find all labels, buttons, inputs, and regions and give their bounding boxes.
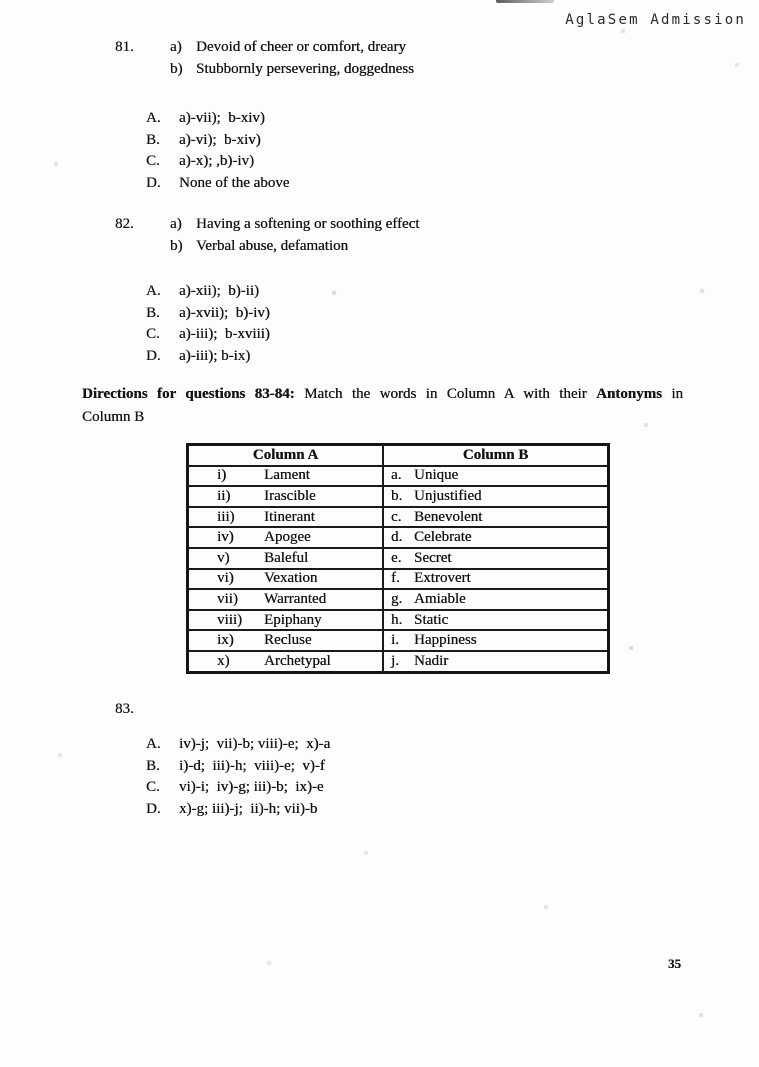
option-letter: B.	[146, 304, 160, 321]
option-text: a)-x); ,b)-iv)	[179, 153, 254, 170]
part-label: a)	[170, 216, 182, 232]
row-numeral: viii)	[217, 611, 242, 628]
option-text: x)-g; iii)-j; ii)-h; vii)-b	[179, 800, 318, 817]
row-letter: e.	[391, 549, 402, 566]
option-row	[146, 777, 330, 799]
row-numeral: i)	[217, 467, 227, 484]
scan-noise	[0, 0, 2, 2]
directions-tail: in	[661, 386, 684, 402]
option-letter: C.	[146, 779, 160, 796]
row-letter: d.	[391, 529, 403, 546]
row-match: Benevolent	[414, 508, 483, 525]
row-word: Lament	[264, 467, 310, 484]
option-text: a)-xvii); b)-iv)	[179, 304, 270, 321]
part-label: b)	[170, 61, 183, 77]
table-row	[188, 466, 609, 487]
option-letter: A.	[146, 110, 161, 126]
row-numeral: ix)	[217, 632, 234, 649]
row-match: Amiable	[414, 590, 466, 607]
row-match: Unjustified	[414, 487, 482, 504]
directions-bold-lead: Directions for questions 83-84:	[82, 386, 295, 402]
option-text: a)-vii); b-xiv)	[179, 110, 265, 126]
question-part	[170, 36, 414, 58]
question-part	[170, 213, 419, 235]
row-letter: f.	[391, 570, 400, 587]
row-letter: a.	[391, 467, 402, 484]
option-text: a)-iii); b-ix)	[179, 347, 251, 364]
option-text: a)-xii); b)-ii)	[179, 283, 259, 299]
row-match: Secret	[414, 549, 452, 566]
option-letter: D.	[146, 347, 161, 364]
row-letter: c.	[391, 508, 402, 525]
question-81	[115, 36, 414, 80]
table-row	[188, 610, 609, 631]
question-parts	[170, 36, 414, 80]
row-letter: j.	[391, 652, 399, 669]
row-word: Archetypal	[264, 652, 331, 669]
part-label: b)	[170, 238, 183, 254]
row-word: Apogee	[264, 529, 311, 546]
row-word: Irascible	[264, 487, 316, 504]
scan-smudge	[496, 0, 554, 3]
row-letter: i.	[391, 632, 399, 649]
question-82	[115, 213, 419, 257]
table-row	[188, 486, 609, 507]
table-header-row	[188, 445, 609, 466]
page-number: 35	[668, 956, 681, 971]
table-row	[188, 651, 609, 672]
question-81-options	[146, 108, 289, 194]
question-number: 82.	[115, 216, 134, 232]
row-match: Static	[414, 611, 449, 628]
question-parts	[170, 213, 419, 257]
question-number: 83.	[115, 701, 134, 717]
option-letter: A.	[146, 736, 161, 752]
part-text: Stubbornly persevering, doggedness	[196, 61, 414, 77]
row-word: Warranted	[264, 590, 327, 607]
row-word: Itinerant	[264, 508, 315, 525]
table-row	[188, 548, 609, 569]
option-text: iv)-j; vii)-b; viii)-e; x)-a	[179, 736, 331, 752]
option-row	[146, 324, 270, 346]
directions-mid: Match the words in Column A with their	[294, 386, 597, 402]
row-match: Nadir	[414, 652, 449, 669]
row-numeral: vi)	[217, 570, 234, 587]
option-letter: D.	[146, 800, 161, 817]
option-row	[146, 173, 289, 195]
option-text: None of the above	[179, 174, 290, 191]
option-text: vi)-i; iv)-g; iii)-b; ix)-e	[179, 779, 324, 796]
table-row	[188, 527, 609, 548]
antonym-match-table	[186, 443, 610, 674]
question-number: 81.	[115, 39, 134, 55]
row-match: Unique	[414, 467, 459, 484]
question-82-options	[146, 281, 270, 367]
option-text: i)-d; iii)-h; viii)-e; v)-f	[179, 757, 325, 774]
option-letter: B.	[146, 757, 160, 774]
row-match: Happiness	[414, 632, 477, 649]
option-text: a)-iii); b-xviii)	[179, 326, 270, 343]
option-row	[146, 130, 289, 152]
part-label: a)	[170, 39, 182, 55]
option-letter: A.	[146, 283, 161, 299]
directions-line-2: Column B	[82, 409, 145, 425]
row-numeral: x)	[217, 652, 230, 669]
option-row	[146, 799, 330, 821]
row-letter: h.	[391, 611, 403, 628]
option-letter: C.	[146, 153, 160, 170]
row-letter: b.	[391, 487, 403, 504]
row-word: Vexation	[264, 570, 318, 587]
option-row	[146, 346, 270, 368]
row-word: Epiphany	[264, 611, 322, 628]
option-letter: C.	[146, 326, 160, 343]
directions-line-1	[82, 383, 683, 406]
table-row	[188, 507, 609, 528]
option-text: a)-vi); b-xiv)	[179, 131, 261, 148]
part-text: Devoid of cheer or comfort, dreary	[196, 39, 406, 55]
question-83	[115, 698, 170, 720]
part-text: Having a softening or soothing effect	[196, 216, 420, 232]
row-match: Celebrate	[414, 529, 472, 546]
option-row	[146, 756, 330, 778]
row-numeral: v)	[217, 549, 230, 566]
row-word: Baleful	[264, 549, 309, 566]
table-row	[188, 569, 609, 590]
option-row	[146, 281, 270, 303]
row-numeral: iv)	[217, 529, 234, 546]
row-letter: g.	[391, 590, 403, 607]
row-numeral: iii)	[217, 508, 235, 525]
watermark-text: AglaSem Admission	[565, 12, 746, 28]
question-part	[170, 235, 419, 257]
question-part	[170, 58, 414, 80]
row-numeral: vii)	[217, 590, 238, 607]
directions-text	[82, 383, 683, 429]
column-a-header: Column A	[188, 445, 384, 466]
table-row	[188, 589, 609, 610]
option-row	[146, 734, 330, 756]
row-word: Recluse	[264, 632, 312, 649]
question-83-options	[146, 734, 330, 820]
part-text: Verbal abuse, defamation	[196, 238, 349, 254]
directions-bold-word: Antonyms	[596, 386, 662, 402]
row-numeral: ii)	[217, 487, 231, 504]
option-row	[146, 303, 270, 325]
column-b-header: Column B	[383, 445, 609, 466]
option-letter: B.	[146, 131, 160, 148]
option-row	[146, 151, 289, 173]
row-match: Extrovert	[414, 570, 471, 587]
option-letter: D.	[146, 174, 161, 191]
table-row	[188, 630, 609, 651]
option-row	[146, 108, 289, 130]
